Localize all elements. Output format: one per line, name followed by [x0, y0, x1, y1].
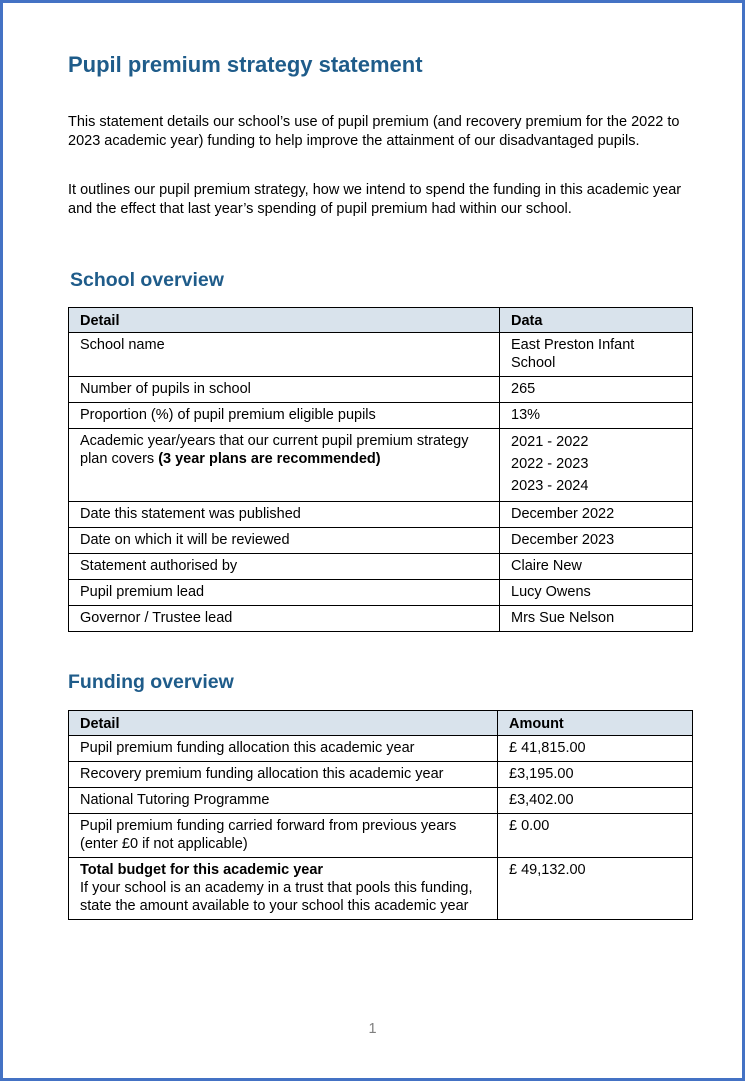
- row-data: East Preston Infant School: [500, 333, 693, 377]
- funding-overview-table: [68, 710, 693, 920]
- column-header-detail: Detail: [69, 308, 500, 333]
- total-row: [69, 858, 693, 920]
- table-row: [69, 377, 693, 403]
- table-row: [69, 333, 693, 377]
- row-detail: Date on which it will be reviewed: [69, 528, 500, 554]
- table-row: [69, 403, 693, 429]
- row-data: Mrs Sue Nelson: [500, 606, 693, 632]
- table-header-row: [69, 308, 693, 333]
- table-row: [69, 762, 693, 788]
- table-row: [69, 606, 693, 632]
- row-detail: Governor / Trustee lead: [69, 606, 500, 632]
- table-row: [69, 788, 693, 814]
- table-row: [69, 814, 693, 858]
- table-row: [69, 528, 693, 554]
- page-number: 1: [368, 1021, 377, 1037]
- page-title: Pupil premium strategy statement: [68, 52, 423, 77]
- intro-paragraph-1: This statement details our school’s use of pupil premium (and recovery premium for the 2022 to 2023 academic year) funding to help improve the attainment of our disadvantaged pupils.: [68, 114, 680, 149]
- table-row: [69, 736, 693, 762]
- row-detail: Pupil premium funding allocation this academic year: [69, 736, 498, 762]
- table-row: [69, 580, 693, 606]
- intro-paragraph-2: It outlines our pupil premium strategy, how we intend to spend the funding in this academic year and the effect that last year’s spending of pupil premium had within our school.: [68, 182, 682, 217]
- school-overview-heading: School overview: [70, 269, 224, 291]
- row-detail-text: Academic year/years that our current pupil premium strategy plan covers: [80, 433, 469, 467]
- row-detail: National Tutoring Programme: [69, 788, 498, 814]
- total-note: If your school is an academy in a trust that pools this funding, state the amount available to your school this academic year: [80, 880, 473, 914]
- row-amount: £3,402.00: [498, 788, 693, 814]
- row-data: 13%: [500, 403, 693, 429]
- row-data: 265: [500, 377, 693, 403]
- row-amount: £3,195.00: [498, 762, 693, 788]
- row-detail: [69, 429, 500, 502]
- funding-overview-heading: Funding overview: [68, 671, 234, 693]
- row-detail: School name: [69, 333, 500, 377]
- table-row: [69, 502, 693, 528]
- row-data: December 2022: [500, 502, 693, 528]
- total-label: Total budget for this academic year: [80, 862, 324, 878]
- row-detail: Number of pupils in school: [69, 377, 500, 403]
- row-detail: Date this statement was published: [69, 502, 500, 528]
- column-header-detail: Detail: [69, 711, 498, 736]
- row-detail: Pupil premium lead: [69, 580, 500, 606]
- total-amount: £ 49,132.00: [498, 858, 693, 920]
- year-range: 2022 - 2023: [511, 456, 589, 472]
- school-overview-table: [68, 307, 693, 632]
- row-amount: £ 0.00: [498, 814, 693, 858]
- row-amount: £ 41,815.00: [498, 736, 693, 762]
- column-header-amount: Amount: [498, 711, 693, 736]
- row-data: December 2023: [500, 528, 693, 554]
- column-header-data: Data: [500, 308, 693, 333]
- table-row: [69, 554, 693, 580]
- row-data: Lucy Owens: [500, 580, 693, 606]
- year-range: 2021 - 2022: [511, 434, 589, 450]
- total-detail: [69, 858, 498, 920]
- row-detail: Pupil premium funding carried forward from previous years (enter £0 if not applicable): [69, 814, 498, 858]
- row-data: Claire New: [500, 554, 693, 580]
- year-range: 2023 - 2024: [511, 478, 589, 494]
- table-header-row: [69, 711, 693, 736]
- row-detail: Proportion (%) of pupil premium eligible pupils: [69, 403, 500, 429]
- table-row: [69, 429, 693, 502]
- row-detail: Statement authorised by: [69, 554, 500, 580]
- row-data: [500, 429, 693, 502]
- row-detail: Recovery premium funding allocation this academic year: [69, 762, 498, 788]
- row-detail-bold-note: (3 year plans are recommended): [158, 451, 381, 467]
